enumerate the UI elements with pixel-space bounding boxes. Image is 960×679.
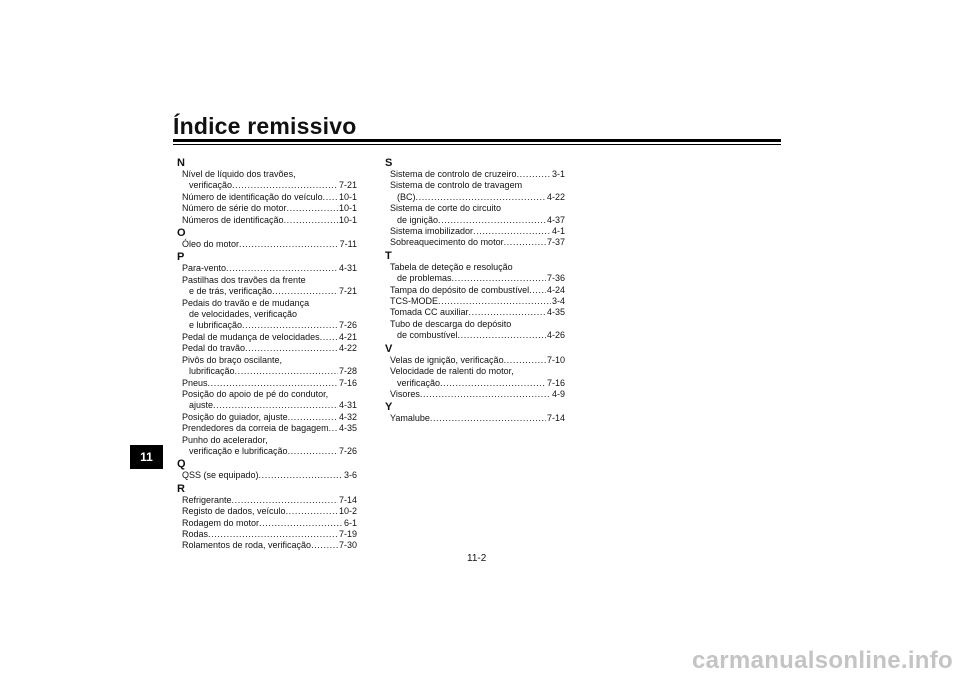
index-entry	[385, 226, 565, 237]
index-entry	[177, 239, 357, 250]
page-title: Índice remissivo	[173, 113, 357, 139]
index-entry	[385, 389, 565, 400]
index-entry	[177, 495, 357, 506]
index-entry-page: 7-26	[338, 320, 357, 331]
index-entry	[177, 263, 357, 274]
index-entry-page: 4-37	[546, 214, 565, 225]
index-entry	[177, 203, 357, 214]
index-entry-text: Para-vento	[182, 263, 227, 274]
dot-leader	[329, 423, 338, 434]
index-entry-page: 4-1	[551, 226, 565, 237]
index-entry-text: Pedal de mudança de velocidades	[182, 331, 320, 342]
index-letter-heading: N	[177, 157, 185, 169]
index-entry	[385, 273, 565, 284]
dot-leader	[504, 355, 546, 366]
index-entry-page: 4-24	[546, 284, 565, 295]
dot-leader	[469, 307, 546, 318]
dot-leader	[287, 203, 338, 214]
index-entry-text: Números de identificação	[182, 214, 284, 225]
index-entry	[177, 180, 357, 191]
index-entry-page: 7-36	[546, 273, 565, 284]
index-entry-page: 7-14	[338, 494, 357, 505]
index-entry-text: Registo de dados, veículo	[182, 506, 286, 517]
index-letter-heading: Q	[177, 458, 186, 471]
index-entry-continuation: Punho do acelerador,	[182, 434, 268, 445]
dot-leader	[208, 378, 338, 389]
index-entry-text: Rodagem do motor	[182, 517, 260, 528]
index-entry-text: de combustível	[397, 330, 458, 341]
index-entry-page: 4-31	[338, 263, 357, 274]
index-entry	[177, 529, 357, 540]
index-entry-page: 7-30	[338, 540, 357, 551]
index-entry-continuation: de velocidades, verificação	[189, 309, 298, 320]
index-entry-text: Pedal do travão	[182, 343, 246, 354]
index-entry-text: Velas de ignição, verificação	[390, 354, 504, 365]
index-entry-text: verificação	[189, 180, 233, 191]
index-entry-continuation: Pedais do travão e de mudança	[182, 297, 310, 308]
index-entry	[177, 366, 357, 377]
dot-leader	[438, 215, 546, 226]
index-entry-text: Sobreaquecimento do motor	[390, 237, 504, 248]
index-entry-text: Número de identificação do veículo	[182, 191, 323, 202]
dot-leader	[232, 495, 338, 506]
dot-leader	[208, 529, 338, 540]
index-entry-text: Posição do guiador, ajuste	[182, 411, 288, 422]
dot-leader	[284, 215, 338, 226]
index-entry	[385, 169, 565, 180]
index-entry	[177, 400, 357, 411]
dot-leader	[272, 286, 338, 297]
dot-leader	[311, 540, 338, 551]
dot-leader	[288, 446, 338, 457]
index-entry	[177, 412, 357, 423]
dot-leader	[438, 296, 551, 307]
index-entry-page: 10-2	[338, 506, 357, 517]
index-entry-continuation: Posição do apoio de pé do condutor,	[182, 388, 329, 399]
index-entry-continuation: Pastilhas dos travões da frente	[182, 274, 306, 285]
index-entry	[177, 423, 357, 434]
index-entry	[385, 296, 565, 307]
index-entry-page: 4-35	[338, 423, 357, 434]
index-entry-page: 7-21	[338, 286, 357, 297]
dot-leader	[517, 169, 551, 180]
index-entry-text: Tomada CC auxiliar	[390, 307, 469, 318]
index-entry-page: 7-16	[546, 377, 565, 388]
index-entry-page: 7-11	[339, 239, 357, 250]
index-entry-text: de ignição	[397, 214, 439, 225]
index-letter-heading: R	[177, 482, 185, 495]
index-letter-heading: V	[385, 342, 393, 355]
index-entry-page: 7-10	[546, 354, 565, 365]
index-entry	[385, 413, 565, 424]
dot-leader	[286, 506, 338, 517]
index-entry-continuation: Sistema de controlo de travagem	[390, 180, 523, 191]
index-entry	[385, 307, 565, 318]
index-entry	[385, 355, 565, 366]
index-entry-page: 4-22	[338, 343, 357, 354]
dot-leader	[245, 343, 338, 354]
index-entry-page: 3-1	[551, 169, 565, 179]
index-entry-continuation: Sistema de corte do circuito	[390, 203, 502, 214]
index-entry-text: ajuste	[189, 400, 214, 411]
dot-leader	[320, 332, 338, 343]
index-entry-page: 4-31	[338, 400, 357, 411]
index-entry-text: Pneus	[182, 377, 208, 388]
index-entry	[177, 506, 357, 517]
index-entry-page: 7-14	[546, 413, 565, 424]
index-entry-text: verificação e lubrificação	[189, 445, 288, 456]
index-entry-continuation: Tabela de deteção e resolução	[390, 261, 513, 272]
index-entry-page: 3-4	[551, 296, 565, 307]
index-entry-continuation: Tubo de descarga do depósito	[390, 318, 512, 329]
index-entry-continuation: Nível de líquido dos travões,	[182, 169, 296, 179]
index-entry-continuation: Pivôs do braço oscilante,	[182, 354, 283, 365]
page-number: 11-2	[467, 553, 487, 564]
index-entry-text: Número de série do motor	[182, 203, 287, 214]
index-entry-text: QSS (se equipado)	[182, 470, 259, 481]
index-entry-text: Visores	[390, 388, 420, 399]
dot-leader	[226, 263, 338, 274]
dot-leader	[452, 273, 546, 284]
chapter-tab	[130, 445, 163, 469]
index-entry-text: Rodas	[182, 528, 209, 539]
dot-leader	[232, 180, 338, 191]
index-entry	[177, 470, 357, 481]
index-column-right	[385, 156, 565, 425]
index-entry	[385, 215, 565, 226]
index-entry	[385, 378, 565, 389]
index-entry	[177, 446, 357, 457]
index-entry-text: Óleo do motor	[182, 239, 240, 250]
index-entry-text: TCS-MODE	[390, 296, 438, 307]
index-entry-page: 7-26	[338, 445, 357, 456]
index-entry	[177, 518, 357, 529]
dot-leader	[323, 192, 338, 203]
chapter-tab-label: 11	[140, 450, 153, 464]
index-entry	[385, 192, 565, 203]
index-entry-page: 7-28	[338, 366, 357, 377]
watermark: carmanualsonline.info	[692, 647, 954, 674]
index-letter-heading: P	[177, 251, 185, 264]
index-entry	[177, 286, 357, 297]
dot-leader	[416, 192, 546, 203]
dot-leader	[458, 330, 546, 341]
index-entry-page: 7-37	[546, 237, 565, 248]
dot-leader	[259, 518, 343, 529]
index-entry-page: 4-26	[546, 330, 565, 341]
index-letter-heading: Y	[385, 401, 393, 414]
title-rule-thin	[173, 144, 781, 145]
index-entry-text: Yamalube	[390, 413, 430, 424]
index-entry	[385, 285, 565, 296]
index-entry-text: Refrigerante	[182, 494, 232, 505]
index-letter-heading: T	[385, 249, 392, 262]
index-entry-text: e de trás, verificação	[189, 286, 273, 297]
index-entry-page: 10-1	[338, 191, 357, 202]
index-entry-page: 7-16	[338, 377, 357, 388]
index-entry-text: Tampa do depósito de combustível	[390, 284, 530, 295]
index-entry-page: 4-22	[546, 191, 565, 202]
index-entry-text: Rolamentos de roda, verificação	[182, 540, 312, 551]
index-entry-page: 6-1	[343, 517, 357, 528]
index-entry-text: Sistema imobilizador	[390, 226, 474, 237]
dot-leader	[473, 226, 551, 237]
index-letter-heading: S	[385, 157, 393, 169]
index-entry	[177, 320, 357, 331]
index-entry	[385, 237, 565, 248]
index-entry-text: lubrificação	[189, 366, 235, 377]
index-entry-text: Sistema de controlo de cruzeiro	[390, 169, 517, 179]
index-entry	[177, 378, 357, 389]
index-entry	[177, 215, 357, 226]
dot-leader	[213, 400, 338, 411]
index-entry-page: 3-6	[343, 470, 357, 481]
dot-leader	[259, 470, 343, 481]
index-entry-page: 4-9	[551, 388, 565, 399]
index-letter-heading: O	[177, 227, 186, 240]
index-entry-page: 7-19	[338, 528, 357, 539]
dot-leader	[420, 389, 551, 400]
index-entry-page: 4-35	[546, 307, 565, 318]
index-entry-text: de problemas	[397, 273, 452, 284]
index-column-left	[177, 156, 357, 552]
index-entry-page: 4-32	[338, 411, 357, 422]
index-entry-continuation: Velocidade de ralenti do motor,	[390, 366, 514, 377]
dot-leader	[242, 320, 338, 331]
index-entry	[385, 330, 565, 341]
index-entry	[177, 343, 357, 354]
index-entry-page: 10-1	[338, 203, 357, 214]
index-entry-page: 10-1	[338, 214, 357, 225]
index-entry-text: Prendedores da correia de bagagem	[182, 423, 329, 434]
index-entry-text: e lubrificação	[189, 320, 243, 331]
index-entry-text: verificação	[397, 377, 441, 388]
index-entry-text: (BC)	[397, 191, 416, 202]
dot-leader	[239, 239, 339, 250]
index-entry-page: 4-21	[338, 331, 357, 342]
index-entry	[177, 192, 357, 203]
dot-leader	[440, 378, 546, 389]
title-rule-thick	[173, 139, 781, 142]
dot-leader	[430, 413, 546, 424]
dot-leader	[529, 285, 546, 296]
dot-leader	[235, 366, 338, 377]
index-entry	[177, 540, 357, 551]
dot-leader	[504, 237, 546, 248]
index-entry	[177, 332, 357, 343]
dot-leader	[288, 412, 338, 423]
index-entry-page: 7-21	[338, 180, 357, 191]
